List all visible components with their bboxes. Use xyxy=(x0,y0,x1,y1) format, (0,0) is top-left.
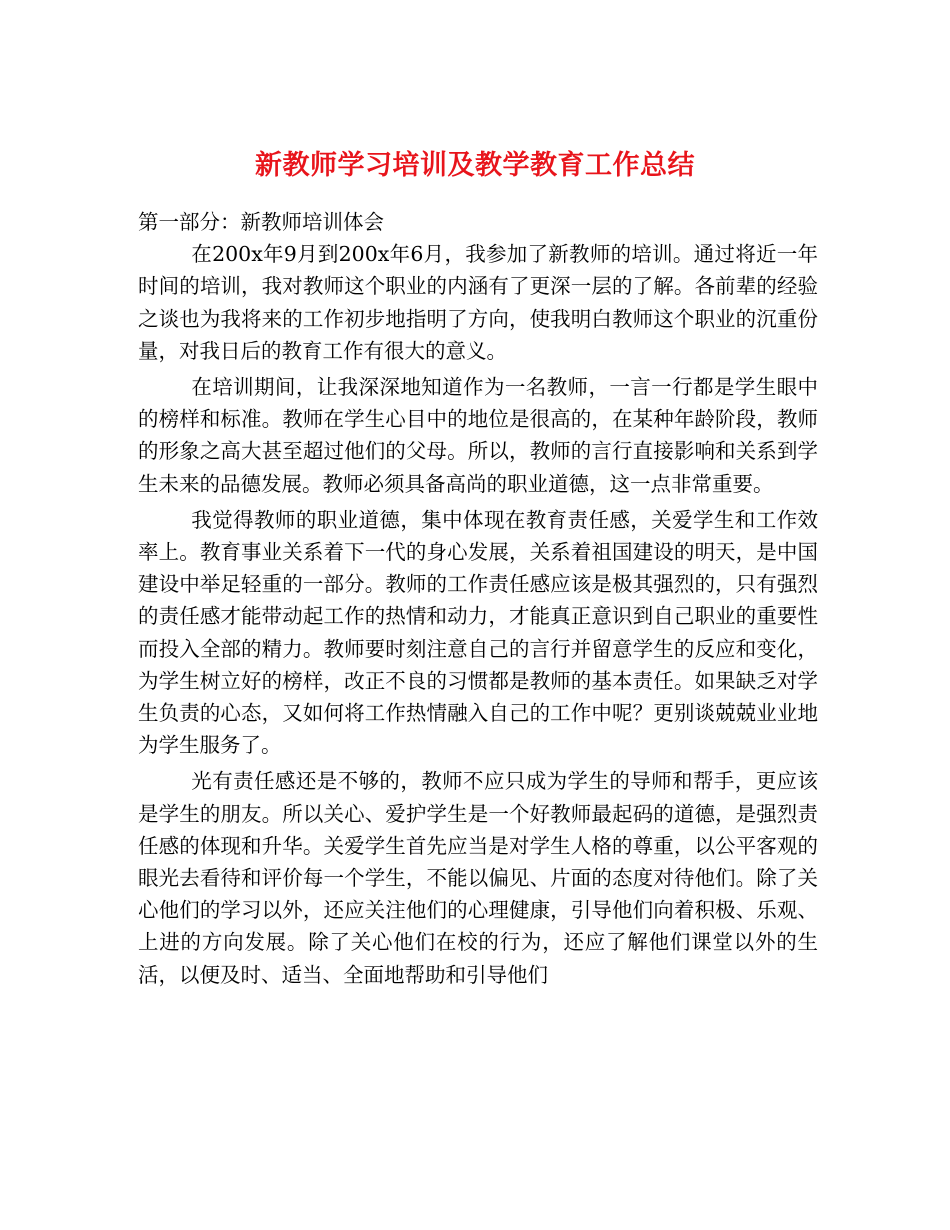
paragraph-1: 在200x年9月到200x年6月，我参加了新教师的培训。通过将近一年时间的培训，我对教师这个职业的内涵有了更深一层的了解。各前辈的经验之谈也为我将来的工作初步地指明了方向，使我明白教师这个职业的沉重份量，对我日后的教育工作有很大的意义。 xyxy=(138,242,818,363)
section-heading: 第一部分：新教师培训体会 xyxy=(138,210,384,234)
paragraph-2: 在培训期间，让我深深地知道作为一名教师，一言一行都是学生眼中的榜样和标准。教师在学生心目中的地位是很高的，在某种年龄阶段，教师的形象之高大甚至超过他们的父母。所以，教师的言行直接影响和关系到学生未来的品德发展。教师必须具备高尚的职业道德，这一点非常重要。 xyxy=(138,375,818,496)
paragraph-3: 我觉得教师的职业道德，集中体现在教育责任感，关爱学生和工作效率上。教育事业关系着下一代的身心发展，关系着祖国建设的明天，是中国建设中举足轻重的一部分。教师的工作责任感应该是极其强烈的，只有强烈的责任感才能带动起工作的热情和动力，才能真正意识到自己职业的重要性而投入全部的精力。教师要时刻注意自己的言行并留意学生的反应和变化，为学生树立好的榜样，改正不良的习惯都是教师的基本责任。如果缺乏对学生负责的心态，又如何将工作热情融入自己的工作中呢？更别谈兢兢业业地为学生服务了。 xyxy=(138,507,818,758)
paragraph-4: 光有责任感还是不够的，教师不应只成为学生的导师和帮手，更应该是学生的朋友。所以关心、爱护学生是一个好教师最起码的道德，是强烈责任感的体现和升华。关爱学生首先应当是对学生人格的尊重，以公平客观的眼光去看待和评价每一个学生，不能以偏见、片面的态度对待他们。除了关心他们的学习以外，还应关注他们的心理健康，引导他们向着积极、乐观、上进的方向发展。除了关心他们在校的行为，还应了解他们课堂以外的生活，以便及时、适当、全面地帮助和引导他们 xyxy=(138,769,818,987)
document-body xyxy=(138,206,818,995)
document-title: 新教师学习培训及教学教育工作总结 xyxy=(255,150,695,182)
